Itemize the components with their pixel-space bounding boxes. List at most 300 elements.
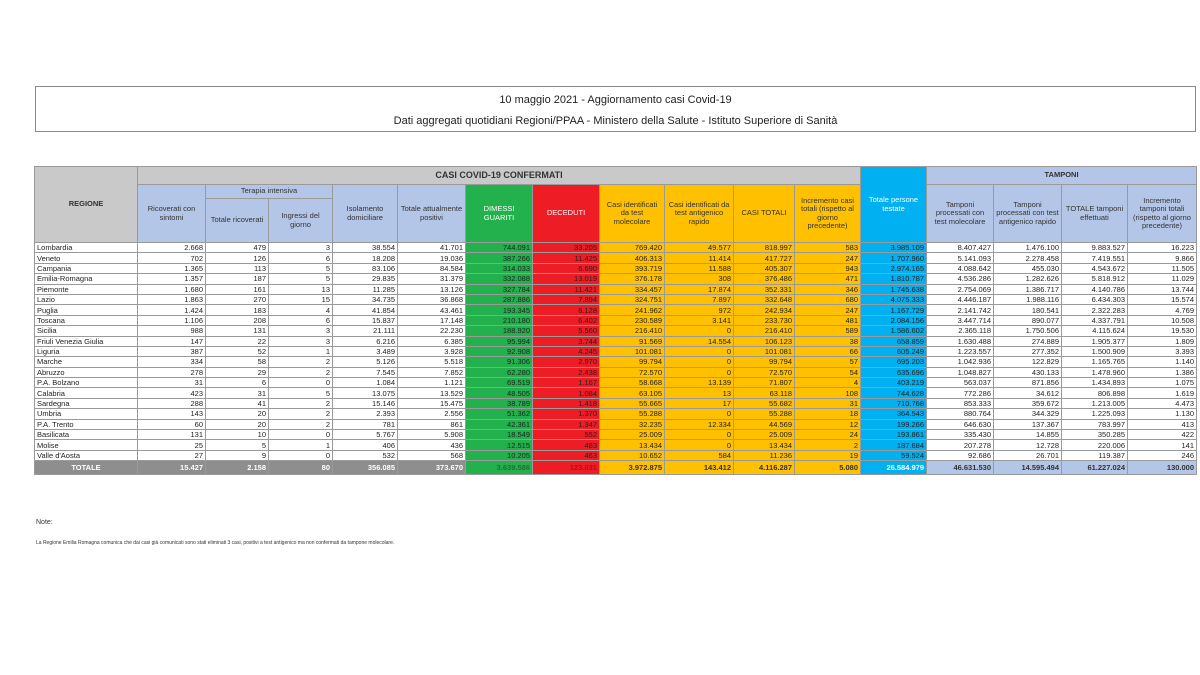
cell-dimessi: 95.994 xyxy=(466,336,533,346)
cell-tamponi-molecolare: 1.223.557 xyxy=(927,346,994,356)
cell-tamponi-antigenico: 274.889 xyxy=(994,336,1062,346)
cell-ti-ingressi: 1 xyxy=(269,346,333,356)
col-regione: REGIONE xyxy=(35,167,138,243)
cell-incremento-tamponi: 16.223 xyxy=(1128,243,1197,253)
cell-deceduti: 6.402 xyxy=(533,315,600,325)
cell-positivi: 7.852 xyxy=(398,367,466,377)
cell-casi-antigenico: 7.897 xyxy=(665,294,734,304)
cell-tamponi-totale: 1.500.909 xyxy=(1062,346,1128,356)
table-row xyxy=(35,336,1197,346)
cell-deceduti: 1.167 xyxy=(533,378,600,388)
cell-incremento-casi: 31 xyxy=(795,398,861,408)
cell-ti-totale: 52 xyxy=(206,346,269,356)
cell-dimessi: 314.033 xyxy=(466,263,533,273)
cell-tamponi-molecolare: 853.333 xyxy=(927,398,994,408)
cell-ti-ingressi: 13 xyxy=(269,284,333,294)
table-row xyxy=(35,346,1197,356)
cell-ti-totale: 479 xyxy=(206,243,269,253)
cell-ricoverati: 1.680 xyxy=(138,284,206,294)
cell-ti-totale: 20 xyxy=(206,419,269,429)
cell-persone-testate: 1.810.787 xyxy=(861,274,927,284)
cell-incremento-tamponi: 4.473 xyxy=(1128,398,1197,408)
cell-positivi: 17.148 xyxy=(398,315,466,325)
cell-regione: Piemonte xyxy=(35,284,138,294)
cell-isolamento: 13.075 xyxy=(333,388,398,398)
cell-dimessi: 51.362 xyxy=(466,409,533,419)
cell-isolamento: 781 xyxy=(333,419,398,429)
cell-ricoverati: 1.863 xyxy=(138,294,206,304)
total-casi-totali: 4.116.287 xyxy=(734,461,795,475)
cell-positivi: 3.928 xyxy=(398,346,466,356)
cell-casi-antigenico: 972 xyxy=(665,305,734,315)
cell-ti-totale: 270 xyxy=(206,294,269,304)
cell-casi-molecolare: 230.589 xyxy=(600,315,665,325)
cell-ti-totale: 161 xyxy=(206,284,269,294)
cell-ti-totale: 41 xyxy=(206,398,269,408)
cell-tamponi-molecolare: 92.686 xyxy=(927,450,994,460)
cell-casi-antigenico: 17.874 xyxy=(665,284,734,294)
cell-isolamento: 406 xyxy=(333,440,398,450)
cell-incremento-tamponi: 1.386 xyxy=(1128,367,1197,377)
cell-casi-antigenico: 12.334 xyxy=(665,419,734,429)
cell-incremento-casi: 4 xyxy=(795,378,861,388)
cell-incremento-tamponi: 19.530 xyxy=(1128,326,1197,336)
cell-deceduti: 2.970 xyxy=(533,357,600,367)
cell-deceduti: 463 xyxy=(533,450,600,460)
cell-deceduti: 7.894 xyxy=(533,294,600,304)
cell-casi-totali: 818.997 xyxy=(734,243,795,253)
cell-ti-ingressi: 0 xyxy=(269,450,333,460)
cell-dimessi: 193.345 xyxy=(466,305,533,315)
table-row xyxy=(35,388,1197,398)
cell-ti-ingressi: 0 xyxy=(269,378,333,388)
total-dimessi: 3.639.586 xyxy=(466,461,533,475)
cell-ti-ingressi: 2 xyxy=(269,419,333,429)
cell-incremento-casi: 943 xyxy=(795,263,861,273)
table-row xyxy=(35,263,1197,273)
cell-incremento-tamponi: 422 xyxy=(1128,430,1197,440)
cell-tamponi-totale: 1.478.960 xyxy=(1062,367,1128,377)
cell-ricoverati: 147 xyxy=(138,336,206,346)
cell-positivi: 43.461 xyxy=(398,305,466,315)
cell-deceduti: 11.425 xyxy=(533,253,600,263)
cell-positivi: 36.868 xyxy=(398,294,466,304)
cell-dimessi: 188.920 xyxy=(466,326,533,336)
cell-persone-testate: 2.084.156 xyxy=(861,315,927,325)
cell-positivi: 1.121 xyxy=(398,378,466,388)
cell-dimessi: 62.280 xyxy=(466,367,533,377)
cell-tamponi-totale: 4.140.786 xyxy=(1062,284,1128,294)
cell-incremento-tamponi: 10.508 xyxy=(1128,315,1197,325)
cell-isolamento: 5.767 xyxy=(333,430,398,440)
cell-isolamento: 6.216 xyxy=(333,336,398,346)
cell-casi-antigenico: 14.554 xyxy=(665,336,734,346)
cell-tamponi-antigenico: 2.278.458 xyxy=(994,253,1062,263)
cell-persone-testate: 59.524 xyxy=(861,450,927,460)
col-incremento-casi: Incremento casi totali (rispetto al giorno precedente) xyxy=(795,185,861,243)
cell-persone-testate: 187.684 xyxy=(861,440,927,450)
table-row xyxy=(35,419,1197,429)
total-incremento-casi: 5.080 xyxy=(795,461,861,475)
total-positivi: 373.670 xyxy=(398,461,466,475)
cell-persone-testate: 1.745.638 xyxy=(861,284,927,294)
cell-regione: P.A. Trento xyxy=(35,419,138,429)
cell-incremento-casi: 471 xyxy=(795,274,861,284)
cell-tamponi-molecolare: 646.630 xyxy=(927,419,994,429)
table-row xyxy=(35,294,1197,304)
cell-persone-testate: 4.075.333 xyxy=(861,294,927,304)
notes-text: La Regione Emilia Romagna comunica che dai casi già comunicati sono stati eliminati 3 casi, positivi a test antigenico ma non confermati da tampone molecolare. xyxy=(36,540,395,546)
cell-dimessi: 327.784 xyxy=(466,284,533,294)
cell-casi-molecolare: 55.665 xyxy=(600,398,665,408)
group-tamponi: TAMPONI xyxy=(927,167,1197,185)
cell-ti-totale: 20 xyxy=(206,409,269,419)
cell-ti-ingressi: 2 xyxy=(269,367,333,377)
cell-incremento-tamponi: 1.809 xyxy=(1128,336,1197,346)
cell-tamponi-molecolare: 880.764 xyxy=(927,409,994,419)
cell-tamponi-molecolare: 207.278 xyxy=(927,440,994,450)
cell-ricoverati: 423 xyxy=(138,388,206,398)
cell-incremento-casi: 38 xyxy=(795,336,861,346)
cell-ricoverati: 702 xyxy=(138,253,206,263)
cell-positivi: 436 xyxy=(398,440,466,450)
cell-positivi: 5.518 xyxy=(398,357,466,367)
total-casi-antigenico: 143.412 xyxy=(665,461,734,475)
cell-tamponi-molecolare: 4.446.187 xyxy=(927,294,994,304)
cell-ti-totale: 183 xyxy=(206,305,269,315)
cell-tamponi-antigenico: 180.541 xyxy=(994,305,1062,315)
cell-casi-molecolare: 91.569 xyxy=(600,336,665,346)
cell-tamponi-antigenico: 871.856 xyxy=(994,378,1062,388)
cell-tamponi-antigenico: 26.701 xyxy=(994,450,1062,460)
cell-dimessi: 387.266 xyxy=(466,253,533,263)
table-row xyxy=(35,378,1197,388)
cell-incremento-tamponi: 3.393 xyxy=(1128,346,1197,356)
cell-tamponi-totale: 783.997 xyxy=(1062,419,1128,429)
table-row xyxy=(35,284,1197,294)
cell-deceduti: 483 xyxy=(533,440,600,450)
cell-ricoverati: 60 xyxy=(138,419,206,429)
cell-ti-totale: 22 xyxy=(206,336,269,346)
notes-label: Note: xyxy=(36,519,53,526)
cell-tamponi-totale: 220.006 xyxy=(1062,440,1128,450)
cell-incremento-casi: 583 xyxy=(795,243,861,253)
cell-incremento-casi: 2 xyxy=(795,440,861,450)
cell-tamponi-antigenico: 1.988.116 xyxy=(994,294,1062,304)
cell-tamponi-totale: 1.165.765 xyxy=(1062,357,1128,367)
total-ti-totale: 2.158 xyxy=(206,461,269,475)
cell-deceduti: 2.438 xyxy=(533,367,600,377)
cell-regione: Toscana xyxy=(35,315,138,325)
cell-tamponi-molecolare: 4.088.642 xyxy=(927,263,994,273)
table-row xyxy=(35,398,1197,408)
col-tamponi-antigenico: Tamponi processati con test antigenico rapido xyxy=(994,185,1062,243)
cell-ricoverati: 131 xyxy=(138,430,206,440)
cell-persone-testate: 199.266 xyxy=(861,419,927,429)
cell-isolamento: 2.393 xyxy=(333,409,398,419)
cell-persone-testate: 605.249 xyxy=(861,346,927,356)
cell-isolamento: 38.554 xyxy=(333,243,398,253)
cell-casi-totali: 63.118 xyxy=(734,388,795,398)
cell-persone-testate: 744.628 xyxy=(861,388,927,398)
cell-isolamento: 83.106 xyxy=(333,263,398,273)
cell-positivi: 41.701 xyxy=(398,243,466,253)
cell-casi-molecolare: 376.178 xyxy=(600,274,665,284)
cell-tamponi-totale: 6.434.303 xyxy=(1062,294,1128,304)
report-subtitle: Dati aggregati quotidiani Regioni/PPAA - Ministero della Salute - Istituto Superiore di Sanità xyxy=(393,115,838,127)
total-casi-molecolare: 3.972.875 xyxy=(600,461,665,475)
cell-incremento-casi: 346 xyxy=(795,284,861,294)
group-casi-confermati: CASI COVID-19 CONFERMATI xyxy=(138,167,861,185)
cell-casi-antigenico: 17 xyxy=(665,398,734,408)
cell-deceduti: 3.744 xyxy=(533,336,600,346)
cell-ti-totale: 187 xyxy=(206,274,269,284)
cell-ti-totale: 10 xyxy=(206,430,269,440)
cell-deceduti: 5.560 xyxy=(533,326,600,336)
cell-tamponi-antigenico: 137.367 xyxy=(994,419,1062,429)
cell-ricoverati: 334 xyxy=(138,357,206,367)
cell-deceduti: 1.418 xyxy=(533,398,600,408)
cell-deceduti: 4.245 xyxy=(533,346,600,356)
total-tamponi-antigenico: 14.595.494 xyxy=(994,461,1062,475)
cell-incremento-casi: 24 xyxy=(795,430,861,440)
cell-tamponi-antigenico: 1.750.506 xyxy=(994,326,1062,336)
cell-ti-ingressi: 0 xyxy=(269,430,333,440)
cell-casi-molecolare: 58.668 xyxy=(600,378,665,388)
table-row xyxy=(35,409,1197,419)
cell-deceduti: 1.084 xyxy=(533,388,600,398)
cell-isolamento: 532 xyxy=(333,450,398,460)
cell-casi-totali: 216.410 xyxy=(734,326,795,336)
cell-casi-antigenico: 11.414 xyxy=(665,253,734,263)
cell-ti-ingressi: 2 xyxy=(269,409,333,419)
cell-tamponi-totale: 350.285 xyxy=(1062,430,1128,440)
cell-dimessi: 92.908 xyxy=(466,346,533,356)
cell-casi-totali: 376.486 xyxy=(734,274,795,284)
col-casi-antigenico: Casi identificati da test antigenico rapido xyxy=(665,185,734,243)
cell-tamponi-totale: 1.213.005 xyxy=(1062,398,1128,408)
col-tamponi-molecolare: Tamponi processati con test molecolare xyxy=(927,185,994,243)
cell-casi-molecolare: 406.313 xyxy=(600,253,665,263)
cell-tamponi-antigenico: 344.329 xyxy=(994,409,1062,419)
cell-casi-totali: 71.807 xyxy=(734,378,795,388)
cell-regione: Calabria xyxy=(35,388,138,398)
cell-dimessi: 48.505 xyxy=(466,388,533,398)
cell-ti-ingressi: 6 xyxy=(269,253,333,263)
cell-regione: Lombardia xyxy=(35,243,138,253)
cell-regione: Molise xyxy=(35,440,138,450)
cell-positivi: 861 xyxy=(398,419,466,429)
cell-dimessi: 42.361 xyxy=(466,419,533,429)
cell-deceduti: 33.205 xyxy=(533,243,600,253)
cell-incremento-tamponi: 413 xyxy=(1128,419,1197,429)
cell-casi-totali: 106.123 xyxy=(734,336,795,346)
cell-dimessi: 18.549 xyxy=(466,430,533,440)
cell-persone-testate: 635.696 xyxy=(861,367,927,377)
cell-ti-ingressi: 1 xyxy=(269,440,333,450)
cell-tamponi-totale: 1.434.893 xyxy=(1062,378,1128,388)
cell-casi-antigenico: 584 xyxy=(665,450,734,460)
cell-incremento-tamponi: 15.574 xyxy=(1128,294,1197,304)
cell-casi-molecolare: 99.794 xyxy=(600,357,665,367)
cell-ti-ingressi: 4 xyxy=(269,305,333,315)
cell-ti-ingressi: 2 xyxy=(269,398,333,408)
cell-ti-totale: 58 xyxy=(206,357,269,367)
cell-isolamento: 29.835 xyxy=(333,274,398,284)
cell-positivi: 22.230 xyxy=(398,326,466,336)
cell-ti-ingressi: 2 xyxy=(269,357,333,367)
cell-dimessi: 210.180 xyxy=(466,315,533,325)
cell-tamponi-antigenico: 122.829 xyxy=(994,357,1062,367)
cell-tamponi-molecolare: 2.141.742 xyxy=(927,305,994,315)
cell-tamponi-totale: 4.543.672 xyxy=(1062,263,1128,273)
table-row xyxy=(35,357,1197,367)
cell-persone-testate: 3.985.109 xyxy=(861,243,927,253)
cell-ti-totale: 131 xyxy=(206,326,269,336)
cell-casi-antigenico: 0 xyxy=(665,409,734,419)
total-persone-testate: 26.584.979 xyxy=(861,461,927,475)
cell-casi-molecolare: 55.288 xyxy=(600,409,665,419)
cell-ti-totale: 29 xyxy=(206,367,269,377)
cell-persone-testate: 710.768 xyxy=(861,398,927,408)
cell-persone-testate: 193.861 xyxy=(861,430,927,440)
cell-ti-totale: 6 xyxy=(206,378,269,388)
table-body xyxy=(35,243,1197,461)
cell-tamponi-totale: 4.337.791 xyxy=(1062,315,1128,325)
cell-tamponi-molecolare: 5.141.093 xyxy=(927,253,994,263)
cell-positivi: 15.475 xyxy=(398,398,466,408)
cell-regione: P.A. Bolzano xyxy=(35,378,138,388)
table-row xyxy=(35,440,1197,450)
cell-casi-totali: 332.648 xyxy=(734,294,795,304)
cell-deceduti: 11.421 xyxy=(533,284,600,294)
col-casi-molecolare: Casi identificati da test molecolare xyxy=(600,185,665,243)
cell-casi-antigenico: 13.139 xyxy=(665,378,734,388)
table-row xyxy=(35,367,1197,377)
cell-positivi: 19.036 xyxy=(398,253,466,263)
cell-tamponi-totale: 9.883.527 xyxy=(1062,243,1128,253)
cell-casi-totali: 44.569 xyxy=(734,419,795,429)
cell-positivi: 5.908 xyxy=(398,430,466,440)
total-ti-ingressi: 80 xyxy=(269,461,333,475)
cell-casi-molecolare: 334.457 xyxy=(600,284,665,294)
cell-ricoverati: 1.106 xyxy=(138,315,206,325)
cell-tamponi-totale: 119.387 xyxy=(1062,450,1128,460)
cell-tamponi-molecolare: 2.754.069 xyxy=(927,284,994,294)
cell-deceduti: 1.370 xyxy=(533,409,600,419)
cell-casi-molecolare: 216.410 xyxy=(600,326,665,336)
cell-ti-totale: 9 xyxy=(206,450,269,460)
total-deceduti: 123.031 xyxy=(533,461,600,475)
col-ti-totale: Totale ricoverati xyxy=(206,199,269,243)
col-incremento-tamponi: Incremento tamponi totali (rispetto al giorno precedente) xyxy=(1128,185,1197,243)
cell-casi-molecolare: 25.009 xyxy=(600,430,665,440)
cell-casi-molecolare: 10.652 xyxy=(600,450,665,460)
cell-dimessi: 744.091 xyxy=(466,243,533,253)
cell-casi-molecolare: 13.434 xyxy=(600,440,665,450)
col-ti-ingressi: Ingressi del giorno xyxy=(269,199,333,243)
cell-casi-totali: 233.730 xyxy=(734,315,795,325)
cell-incremento-casi: 108 xyxy=(795,388,861,398)
totals-row xyxy=(35,461,1197,475)
cell-regione: Valle d'Aosta xyxy=(35,450,138,460)
col-tamponi-totale: TOTALE tamponi effettuati xyxy=(1062,185,1128,243)
total-regione: TOTALE xyxy=(35,461,138,475)
cell-dimessi: 69.519 xyxy=(466,378,533,388)
cell-ricoverati: 387 xyxy=(138,346,206,356)
col-isolamento: Isolamento domiciliare xyxy=(333,185,398,243)
cell-tamponi-antigenico: 359.672 xyxy=(994,398,1062,408)
cell-tamponi-molecolare: 335.430 xyxy=(927,430,994,440)
cell-ricoverati: 2.668 xyxy=(138,243,206,253)
cell-dimessi: 38.789 xyxy=(466,398,533,408)
cell-tamponi-antigenico: 430.133 xyxy=(994,367,1062,377)
group-terapia-intensiva: Terapia intensiva xyxy=(206,185,333,199)
cell-casi-molecolare: 72.570 xyxy=(600,367,665,377)
cell-ricoverati: 27 xyxy=(138,450,206,460)
cell-casi-totali: 99.794 xyxy=(734,357,795,367)
cell-tamponi-molecolare: 563.037 xyxy=(927,378,994,388)
cell-tamponi-totale: 4.115.624 xyxy=(1062,326,1128,336)
cell-persone-testate: 1.167.729 xyxy=(861,305,927,315)
cell-casi-totali: 417.727 xyxy=(734,253,795,263)
cell-incremento-tamponi: 1.075 xyxy=(1128,378,1197,388)
cell-tamponi-antigenico: 34.612 xyxy=(994,388,1062,398)
cell-casi-totali: 55.288 xyxy=(734,409,795,419)
cell-isolamento: 34.735 xyxy=(333,294,398,304)
col-ricoverati: Ricoverati con sintomi xyxy=(138,185,206,243)
cell-casi-totali: 352.331 xyxy=(734,284,795,294)
cell-ti-ingressi: 3 xyxy=(269,243,333,253)
cell-casi-molecolare: 32.235 xyxy=(600,419,665,429)
cell-casi-antigenico: 49.577 xyxy=(665,243,734,253)
cell-tamponi-antigenico: 1.282.626 xyxy=(994,274,1062,284)
cell-ti-ingressi: 5 xyxy=(269,274,333,284)
cell-incremento-tamponi: 1.140 xyxy=(1128,357,1197,367)
cell-incremento-casi: 481 xyxy=(795,315,861,325)
cell-incremento-tamponi: 11.029 xyxy=(1128,274,1197,284)
total-isolamento: 356.085 xyxy=(333,461,398,475)
report-title: 10 maggio 2021 - Aggiornamento casi Covid-19 xyxy=(499,94,732,106)
cell-isolamento: 1.084 xyxy=(333,378,398,388)
cell-persone-testate: 1.586.602 xyxy=(861,326,927,336)
cell-ti-totale: 208 xyxy=(206,315,269,325)
cell-casi-antigenico: 13 xyxy=(665,388,734,398)
cell-tamponi-totale: 1.905.377 xyxy=(1062,336,1128,346)
cell-isolamento: 3.489 xyxy=(333,346,398,356)
cell-incremento-tamponi: 1.130 xyxy=(1128,409,1197,419)
report-header xyxy=(35,86,1196,132)
cell-casi-antigenico: 0 xyxy=(665,440,734,450)
cell-deceduti: 552 xyxy=(533,430,600,440)
cell-casi-totali: 72.570 xyxy=(734,367,795,377)
cell-regione: Campania xyxy=(35,263,138,273)
cell-regione: Basilicata xyxy=(35,430,138,440)
cell-casi-totali: 11.236 xyxy=(734,450,795,460)
cell-tamponi-molecolare: 772.286 xyxy=(927,388,994,398)
cell-ricoverati: 31 xyxy=(138,378,206,388)
cell-ti-ingressi: 5 xyxy=(269,263,333,273)
cell-regione: Marche xyxy=(35,357,138,367)
cell-tamponi-totale: 5.818.912 xyxy=(1062,274,1128,284)
cell-incremento-tamponi: 13.744 xyxy=(1128,284,1197,294)
cell-casi-totali: 25.009 xyxy=(734,430,795,440)
cell-ricoverati: 278 xyxy=(138,367,206,377)
cell-incremento-casi: 19 xyxy=(795,450,861,460)
cell-persone-testate: 2.974.165 xyxy=(861,263,927,273)
total-tamponi-totale: 61.227.024 xyxy=(1062,461,1128,475)
cell-casi-totali: 13.434 xyxy=(734,440,795,450)
